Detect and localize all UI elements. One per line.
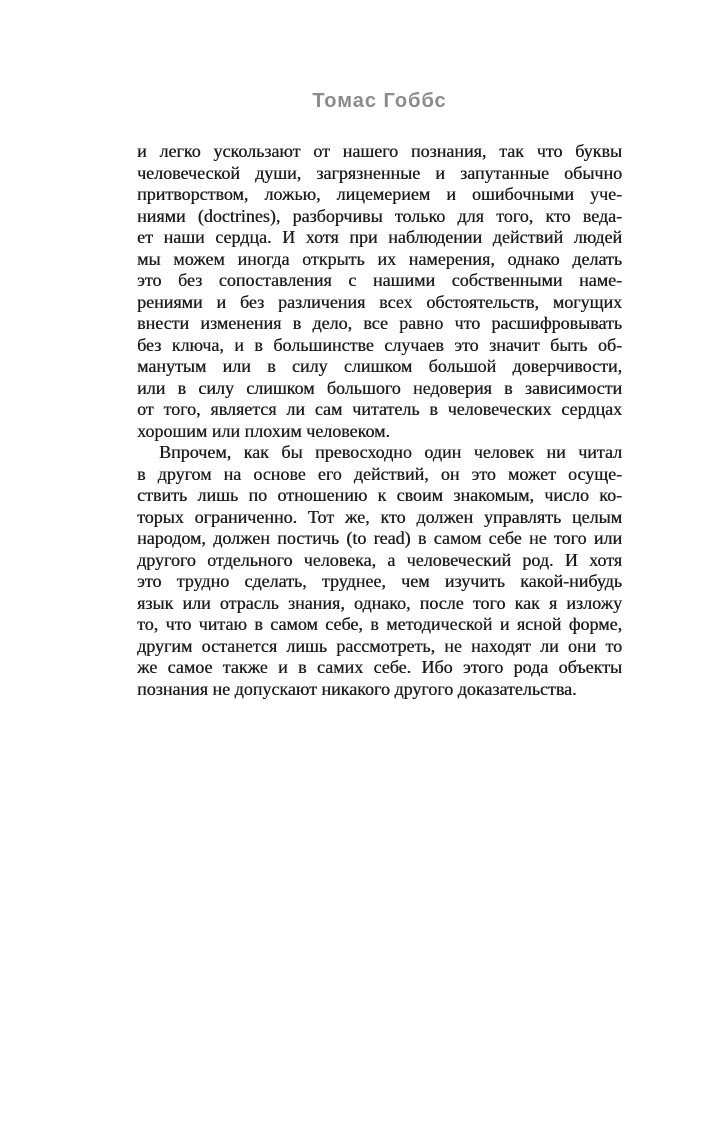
body-text-block (137, 141, 622, 700)
text-line: внести изменения в дело, все равно что расшифровывать (137, 313, 622, 333)
text-line: манутым или в силу слишком большой доверчивости, (137, 356, 622, 376)
text-line: это без сопоставления с нашими собственными наме- (137, 270, 622, 290)
text-line: ниями (doctrines), разборчивы только для того, кто веда- (137, 205, 622, 226)
text-line: от того, является ли сам читатель в человеческих сердцах (137, 399, 622, 419)
text-line: и легко ускользают от нашего познания, так что буквы (137, 141, 622, 161)
text-line: народом, должен постичь (to read) в самом себе не того или (137, 528, 622, 548)
text-line: другим останется лишь рассмотреть, не находят ли они то (137, 635, 622, 656)
text-line: хорошим или плохим человеком. (137, 420, 390, 441)
text-line: без ключа, и в большинстве случаев это значит быть об- (137, 334, 622, 355)
text-line: то, что читаю в самом себе, в методической и ясной форме, (137, 614, 622, 634)
text-line: это трудно сделать, труднее, чем изучить какой-нибудь (137, 571, 622, 591)
text-line: же самое также и в самих себе. Ибо этого рода объекты (137, 657, 622, 677)
text-line: рениями и без различения всех обстоятельств, могущих (137, 291, 622, 312)
running-header-author: Томас Гоббс (312, 90, 447, 112)
text-line: торых ограниченно. Тот же, кто должен управлять целым (137, 506, 622, 527)
text-line: язык или отрасль знания, однако, после того как я изложу (137, 592, 622, 613)
text-line: ет наши сердца. И хотя при наблюдении действий людей (137, 227, 622, 247)
text-line: Впрочем, как бы превосходно один человек ни читал (159, 442, 622, 462)
text-line: другого отдельного человека, а человеческий род. И хотя (137, 549, 622, 570)
text-line: или в силу слишком большого недоверия в зависимости (137, 377, 622, 398)
text-line: познания не допускают никакого другого доказательства. (137, 678, 577, 699)
text-line: мы можем иногда открыть их намерения, однако делать (137, 248, 622, 269)
text-line: ствить лишь по отношению к своим знакомым, число ко- (137, 485, 622, 505)
text-line: притворством, ложью, лицемерием и ошибочными уче- (137, 184, 622, 204)
text-line: в другом на основе его действий, он это может осуще- (137, 463, 622, 484)
text-line: человеческой души, загрязненные и запутанные обычно (137, 162, 622, 183)
